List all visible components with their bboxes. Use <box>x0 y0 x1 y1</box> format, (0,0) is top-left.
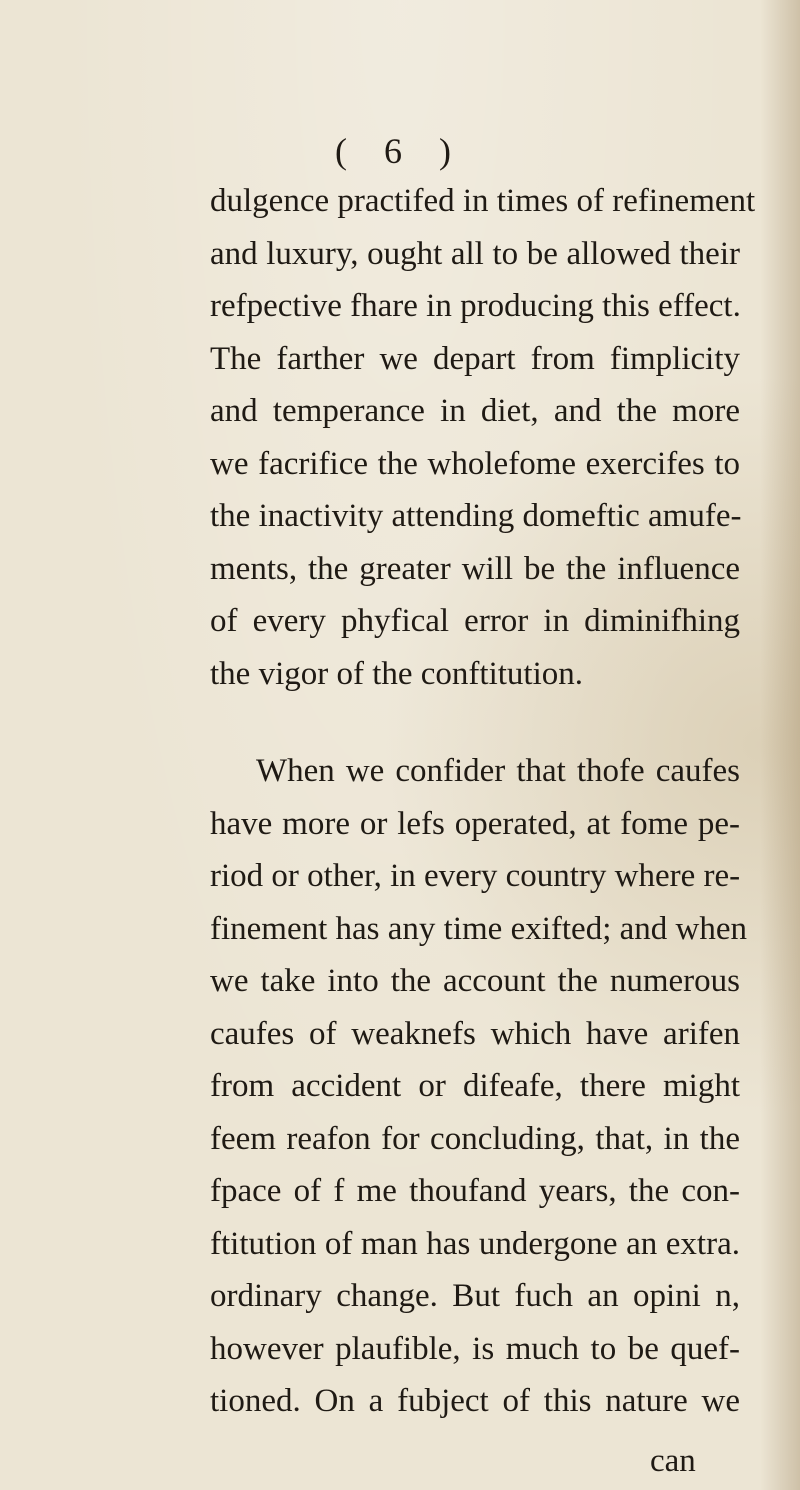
page-number: ( 6 ) <box>335 131 465 171</box>
text-line: we facrifice the wholefome exercifes to <box>210 445 740 482</box>
text-line: fpace of f me thoufand years, the con- <box>210 1173 740 1209</box>
text-line: ments, the greater will be the influence <box>210 550 740 587</box>
text-line: caufes of weaknefs which have arifen <box>210 1015 740 1052</box>
text-line: feem reafon for concluding, that, in the <box>210 1120 740 1157</box>
paragraph-1 <box>210 175 756 700</box>
text-line: the inactivity attending domeftic amufe- <box>210 498 742 534</box>
paragraph-gap <box>210 700 740 745</box>
text-line: When we confider that thofe caufes <box>256 753 740 789</box>
text-line: however plaufible, is much to be quef- <box>210 1330 740 1367</box>
text-line: tioned. On a fubject of this nature we <box>210 1383 740 1419</box>
text-line: The farther we depart from fimplicity <box>210 340 740 377</box>
text-line: we take into the account the numerous <box>210 963 740 999</box>
text-line: the vigor of the conftitution. <box>210 655 584 692</box>
text-line: from accident or difeafe, there might <box>210 1068 740 1104</box>
text-line: and temperance in diet, and the more <box>210 393 740 429</box>
text-line: and luxury, ought all to be allowed their <box>210 235 740 272</box>
text-line: ordinary change. But fuch an opini n, <box>210 1278 740 1314</box>
body-text <box>210 175 756 1428</box>
text-line: refpective fhare in producing this effect. <box>210 288 741 324</box>
text-line: have more or lefs operated, at fome pe- <box>210 805 740 842</box>
text-line: dulgence practifed in times of refinement <box>210 183 756 219</box>
page-edge-shadow <box>760 0 800 1490</box>
text-line: ftitution of man has undergone an extra. <box>210 1225 740 1262</box>
text-line: riod or other, in every country where re- <box>210 858 741 894</box>
text-line: finement has any time exifted; and when <box>210 910 747 947</box>
catchword: can <box>650 1443 696 1479</box>
paragraph-2 <box>210 745 747 1428</box>
text-line: of every phyfical error in diminifhing <box>210 603 740 639</box>
